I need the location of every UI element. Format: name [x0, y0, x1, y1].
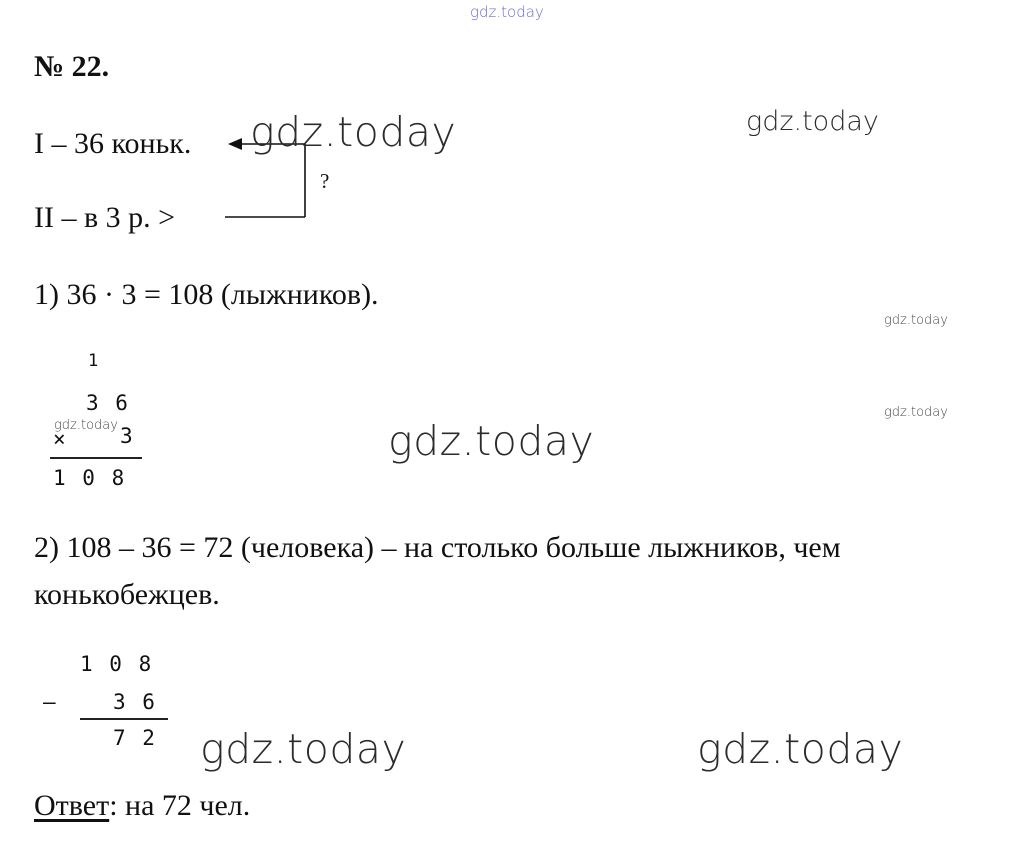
- scheme-question: ?: [320, 169, 330, 193]
- watermark-7: gdz.today: [200, 725, 407, 773]
- watermark-2: gdz.today: [746, 106, 879, 137]
- watermark-8: gdz.today: [697, 725, 904, 773]
- scheme-line-1: I – 36 коньк.: [34, 127, 192, 160]
- step1-text: 1) 36 · 3 = 108 (лыжников).: [34, 278, 379, 311]
- answer-text: : на 72 чел.: [109, 789, 251, 822]
- watermark-5: gdz.today: [54, 418, 118, 433]
- calc1-sign: ×: [53, 427, 68, 451]
- watermark-6: gdz.today: [388, 417, 595, 465]
- watermark-4: gdz.today: [884, 405, 948, 420]
- calc1-carry: 1: [88, 351, 101, 371]
- watermark-1: gdz.today: [250, 108, 457, 156]
- step2-text-line1: 2) 108 – 36 = 72 (человека) – на столько больше лыжников, чем: [34, 531, 841, 564]
- calc2-result: 7 2: [113, 726, 157, 750]
- calc1-result: 1 0 8: [53, 466, 127, 490]
- step2-text-line2: конькобежцев.: [34, 578, 220, 611]
- calc2-operand2: 3 6: [113, 690, 157, 714]
- calc1-operand2: 3: [120, 424, 135, 448]
- task-number: № 22.: [34, 50, 110, 83]
- calc1-rule: [50, 457, 142, 459]
- watermark-top: gdz.today: [470, 3, 544, 21]
- arrow-head-icon: [228, 138, 242, 150]
- calc2-rule: [80, 718, 168, 720]
- watermark-3: gdz.today: [884, 313, 948, 328]
- answer-label: Ответ: [34, 789, 110, 822]
- calc1-operand1: 3 6: [86, 391, 130, 415]
- calc2-operand1: 1 0 8: [80, 652, 154, 676]
- answer: [34, 791, 250, 821]
- scheme-line-2: II – в 3 р. >: [34, 201, 176, 234]
- calc2-sign: –: [43, 690, 58, 714]
